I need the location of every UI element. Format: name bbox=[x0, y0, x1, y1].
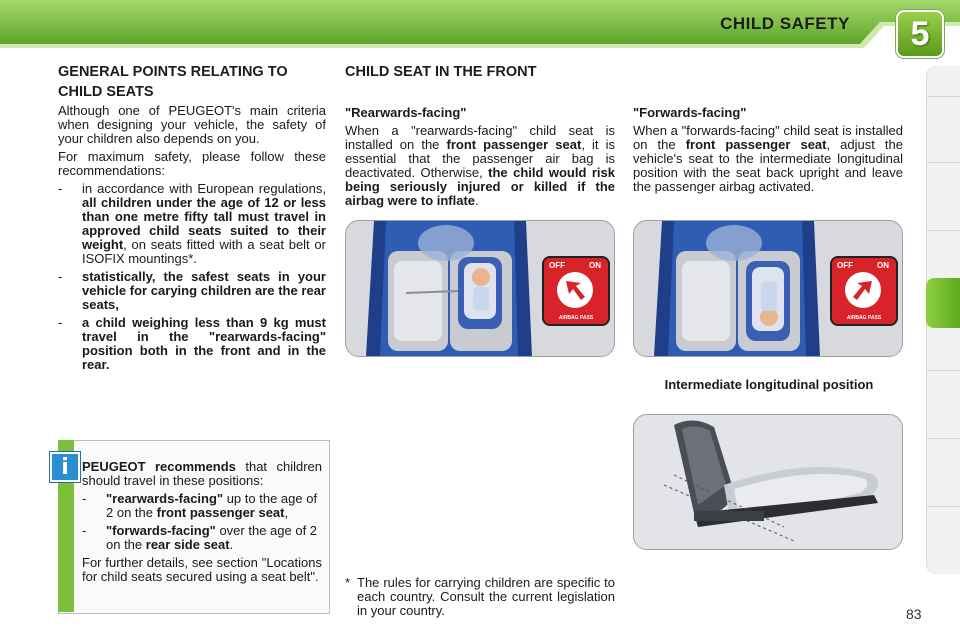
info-icon: i bbox=[50, 452, 80, 482]
info-footer: For further details, see section "Locations for child seats secured using a seat belt". bbox=[82, 555, 322, 584]
general-points-text bbox=[58, 104, 326, 376]
airbag-switch-front: OFF ON AIRBAG PASS bbox=[830, 256, 898, 326]
info-brand: PEUGEOT recommends bbox=[82, 459, 236, 474]
rearwards-text: "Rearwards-facing" When a "rearwards-facing" child seat is installed on the front passenger seat, it is essential that the passenger air bag is deactivated. Otherwise, the child would risk being seriously injured or killed if the airbag were to inflate. bbox=[345, 105, 615, 208]
seat-position-illustration bbox=[633, 414, 903, 550]
list-item: - statistically, the safest seats in your vehicle for carying children are the rear seats, bbox=[58, 269, 326, 312]
footnote-mark: * bbox=[345, 575, 351, 590]
chapter-badge bbox=[896, 10, 944, 58]
arrow-icon bbox=[845, 272, 881, 308]
list-dash: - bbox=[58, 269, 63, 284]
footnote: * The rules for carrying children are specific to each country. Consult the current legislation in your country. bbox=[345, 575, 615, 618]
forwards-title: "Forwards-facing" bbox=[633, 105, 747, 120]
airbag-switch-rear: OFF ON AIRBAG PASS bbox=[542, 256, 610, 326]
page-header-title: CHILD SAFETY bbox=[720, 14, 850, 33]
tab-divider bbox=[927, 370, 960, 371]
forwards-text: "Forwards-facing" When a "forwards-facing" child seat is installed on the front passenger seat, adjust the vehicle's seat to the intermediate longitudinal position with the seat back upright and leave the passenger airbag activated. bbox=[633, 105, 903, 194]
seat-rail-image bbox=[634, 415, 902, 549]
switch-dial bbox=[845, 272, 881, 308]
list-dash: - bbox=[58, 315, 63, 330]
recommend-intro: For maximum safety, please follow these recommendations: bbox=[58, 149, 326, 178]
chapter-tab-active[interactable] bbox=[926, 278, 960, 328]
tab-divider bbox=[927, 506, 960, 507]
list-item: - in accordance with European regulations, all children under the age of 12 or less than one metre fifty tall must travel in approved child seats suited to their weight, on seats fitted with a seat belt or ISOFIX mountings*. bbox=[58, 181, 326, 266]
switch-dial bbox=[557, 272, 593, 308]
list-item: - "rearwards-facing" up to the age of 2 on the front passenger seat, bbox=[82, 491, 318, 520]
tab-divider bbox=[927, 438, 960, 439]
list-item: - a child weighing less than 9 kg must travel in the "rearwards-facing" position both in the front and in the rear. bbox=[58, 315, 326, 372]
seat-position-caption: Intermediate longitudinal position bbox=[664, 377, 874, 392]
section-heading-front: CHILD SEAT IN THE FRONT bbox=[345, 64, 537, 80]
list-dash: - bbox=[58, 181, 63, 196]
tab-divider bbox=[927, 96, 960, 97]
tab-divider bbox=[927, 230, 960, 231]
rearwards-title: "Rearwards-facing" bbox=[345, 105, 467, 120]
chapter-number: 5 bbox=[910, 15, 930, 53]
section-heading-general: GENERAL POINTS RELATING TO CHILD SEATS bbox=[58, 64, 288, 100]
tab-divider bbox=[927, 162, 960, 163]
arrow-icon bbox=[557, 272, 593, 308]
intro-paragraph: Although one of PEUGEOT's main criteria when designing your vehicle, the safety of your children also depends on you. bbox=[58, 103, 326, 146]
info-box-text: PEUGEOT recommends that children should travel in these positions: - "rearwards-facing" up to the age of 2 on the front passenger seat, - "forwards-facing" over the age of 2 on the rear side seat. For further details, see section "Locations for child seats secured using a seat belt". bbox=[82, 459, 322, 584]
page-number: 83 bbox=[906, 606, 922, 622]
list-item: - "forwards-facing" over the age of 2 on the rear side seat. bbox=[82, 523, 318, 552]
